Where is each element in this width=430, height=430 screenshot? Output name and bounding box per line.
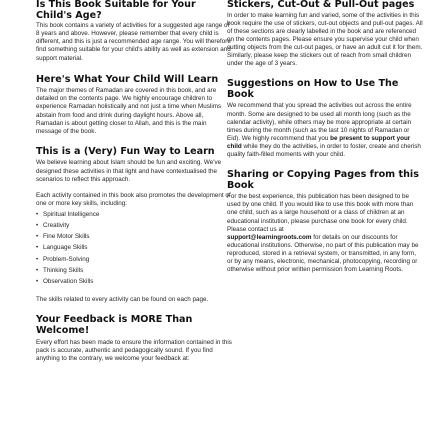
list-item: • Language Skills (36, 242, 232, 253)
sharing-text: For the best experience, this publication has been designed to be used by one child. If you would like to use this book with more than one child, such as a large household or a class of children at an educational institution, please purchase one book for every child. Please contact us at (227, 193, 414, 233)
suggestions-heading: Suggestions on How to Use The Book (227, 78, 399, 100)
list-item: • Spiritual Intelligence (36, 209, 232, 220)
list-item: • Thinking Skills (36, 265, 232, 276)
stickers-heading: Stickers, Cut-Out & Pull-Out pages (227, 0, 415, 10)
support-email-link[interactable]: support@learningroots.com (227, 233, 312, 241)
sharing-heading: Sharing or Copying Pages from this Book (227, 169, 419, 191)
list-item: • Problem-Solving (36, 254, 232, 265)
suggestions-text-end: while they do the activities, in order to foster, create and cherish quality faith-filled moments with your child. (227, 142, 421, 158)
skills-outro: The skills related to every activity can be found on each page. (36, 296, 209, 304)
list-item: • Creativity (36, 220, 232, 231)
suggestions-body (227, 102, 423, 159)
skills-intro: Each activity contained in this book also promotes the development of one or more key skills, including: (36, 191, 231, 207)
suggestions-emphasis: be present to support your child (227, 134, 411, 150)
skills-list (36, 209, 232, 287)
sharing-text-end: for details on our discounts for educational institutions. Otherwise, no part of this publication may be reproduced, stored in a retrieval system, or transmitted, in any form, or by any means, electronic, mechanical, photocopying, recording or otherwise without prior written permission from Learning Roots. (227, 233, 419, 274)
suggestions-text: We recommend that you spread the activities out across the entire month. Some are designed to be used all month long (such as the calendar activity), while others may be more appropriate at certain times during the month (such as the last 10 nights of Ramadan or Eid). We highly recommend that you (227, 102, 412, 142)
feedback-body: Every effort has been made to ensure the information contained in this pack is accurate, authentic and pedagogically sound. If you find anything to the contrary, we welcome your feedback at: (36, 338, 232, 362)
list-item: • Fine Motor Skills (36, 231, 232, 242)
stickers-body: In order to make learning fun and varied, some of the activities in this book require the use of stickers, cut-out objects and pull-out pages. All of these sections are clearly labelled in the book and are referenced on the contents pages. Please ensure you supervise your child when cutting objects from the cut-out pages, or have an adult cut it for them. Similarly, please keep the stickers out of reach from small children under the age of 3 years. (227, 11, 423, 68)
feedback-heading: Your Feedback is MORE Than Welcome! (36, 314, 193, 336)
learn-heading: Here's What Your Child Will Learn (36, 73, 219, 85)
fun-heading: This is a (Very) Fun Way to Learn (36, 145, 215, 157)
suitable-heading: Is This Book Suitable for Your Child's Age? (36, 0, 196, 21)
sharing-body (227, 193, 423, 274)
fun-body: We believe learning about Islam should be fun and exciting. We've designed these activities in that light and have contextualised the scenarios to reflect this approach. (36, 159, 222, 183)
right-column (227, 0, 423, 274)
left-column (36, 0, 232, 363)
suitable-body: This book contains a variety of activities for a suggested age range of 8 years and above. However, please remember that every child is different, and this is just a recommended age range. You will therefore find something suitable for your child's ability as well as extension and support material. (36, 22, 231, 62)
learn-body: The major themes of Ramadan are covered in this book, and are detailed on the contents page. We highly encourage children to experience Ramadan holistically and not just a time when Muslims abstain from food and drink during daylight hours. Above all, Ramadan is about getting closer to Allah, and this is the main message of the book. (36, 87, 222, 135)
list-item: • Observation Skills (36, 276, 232, 287)
